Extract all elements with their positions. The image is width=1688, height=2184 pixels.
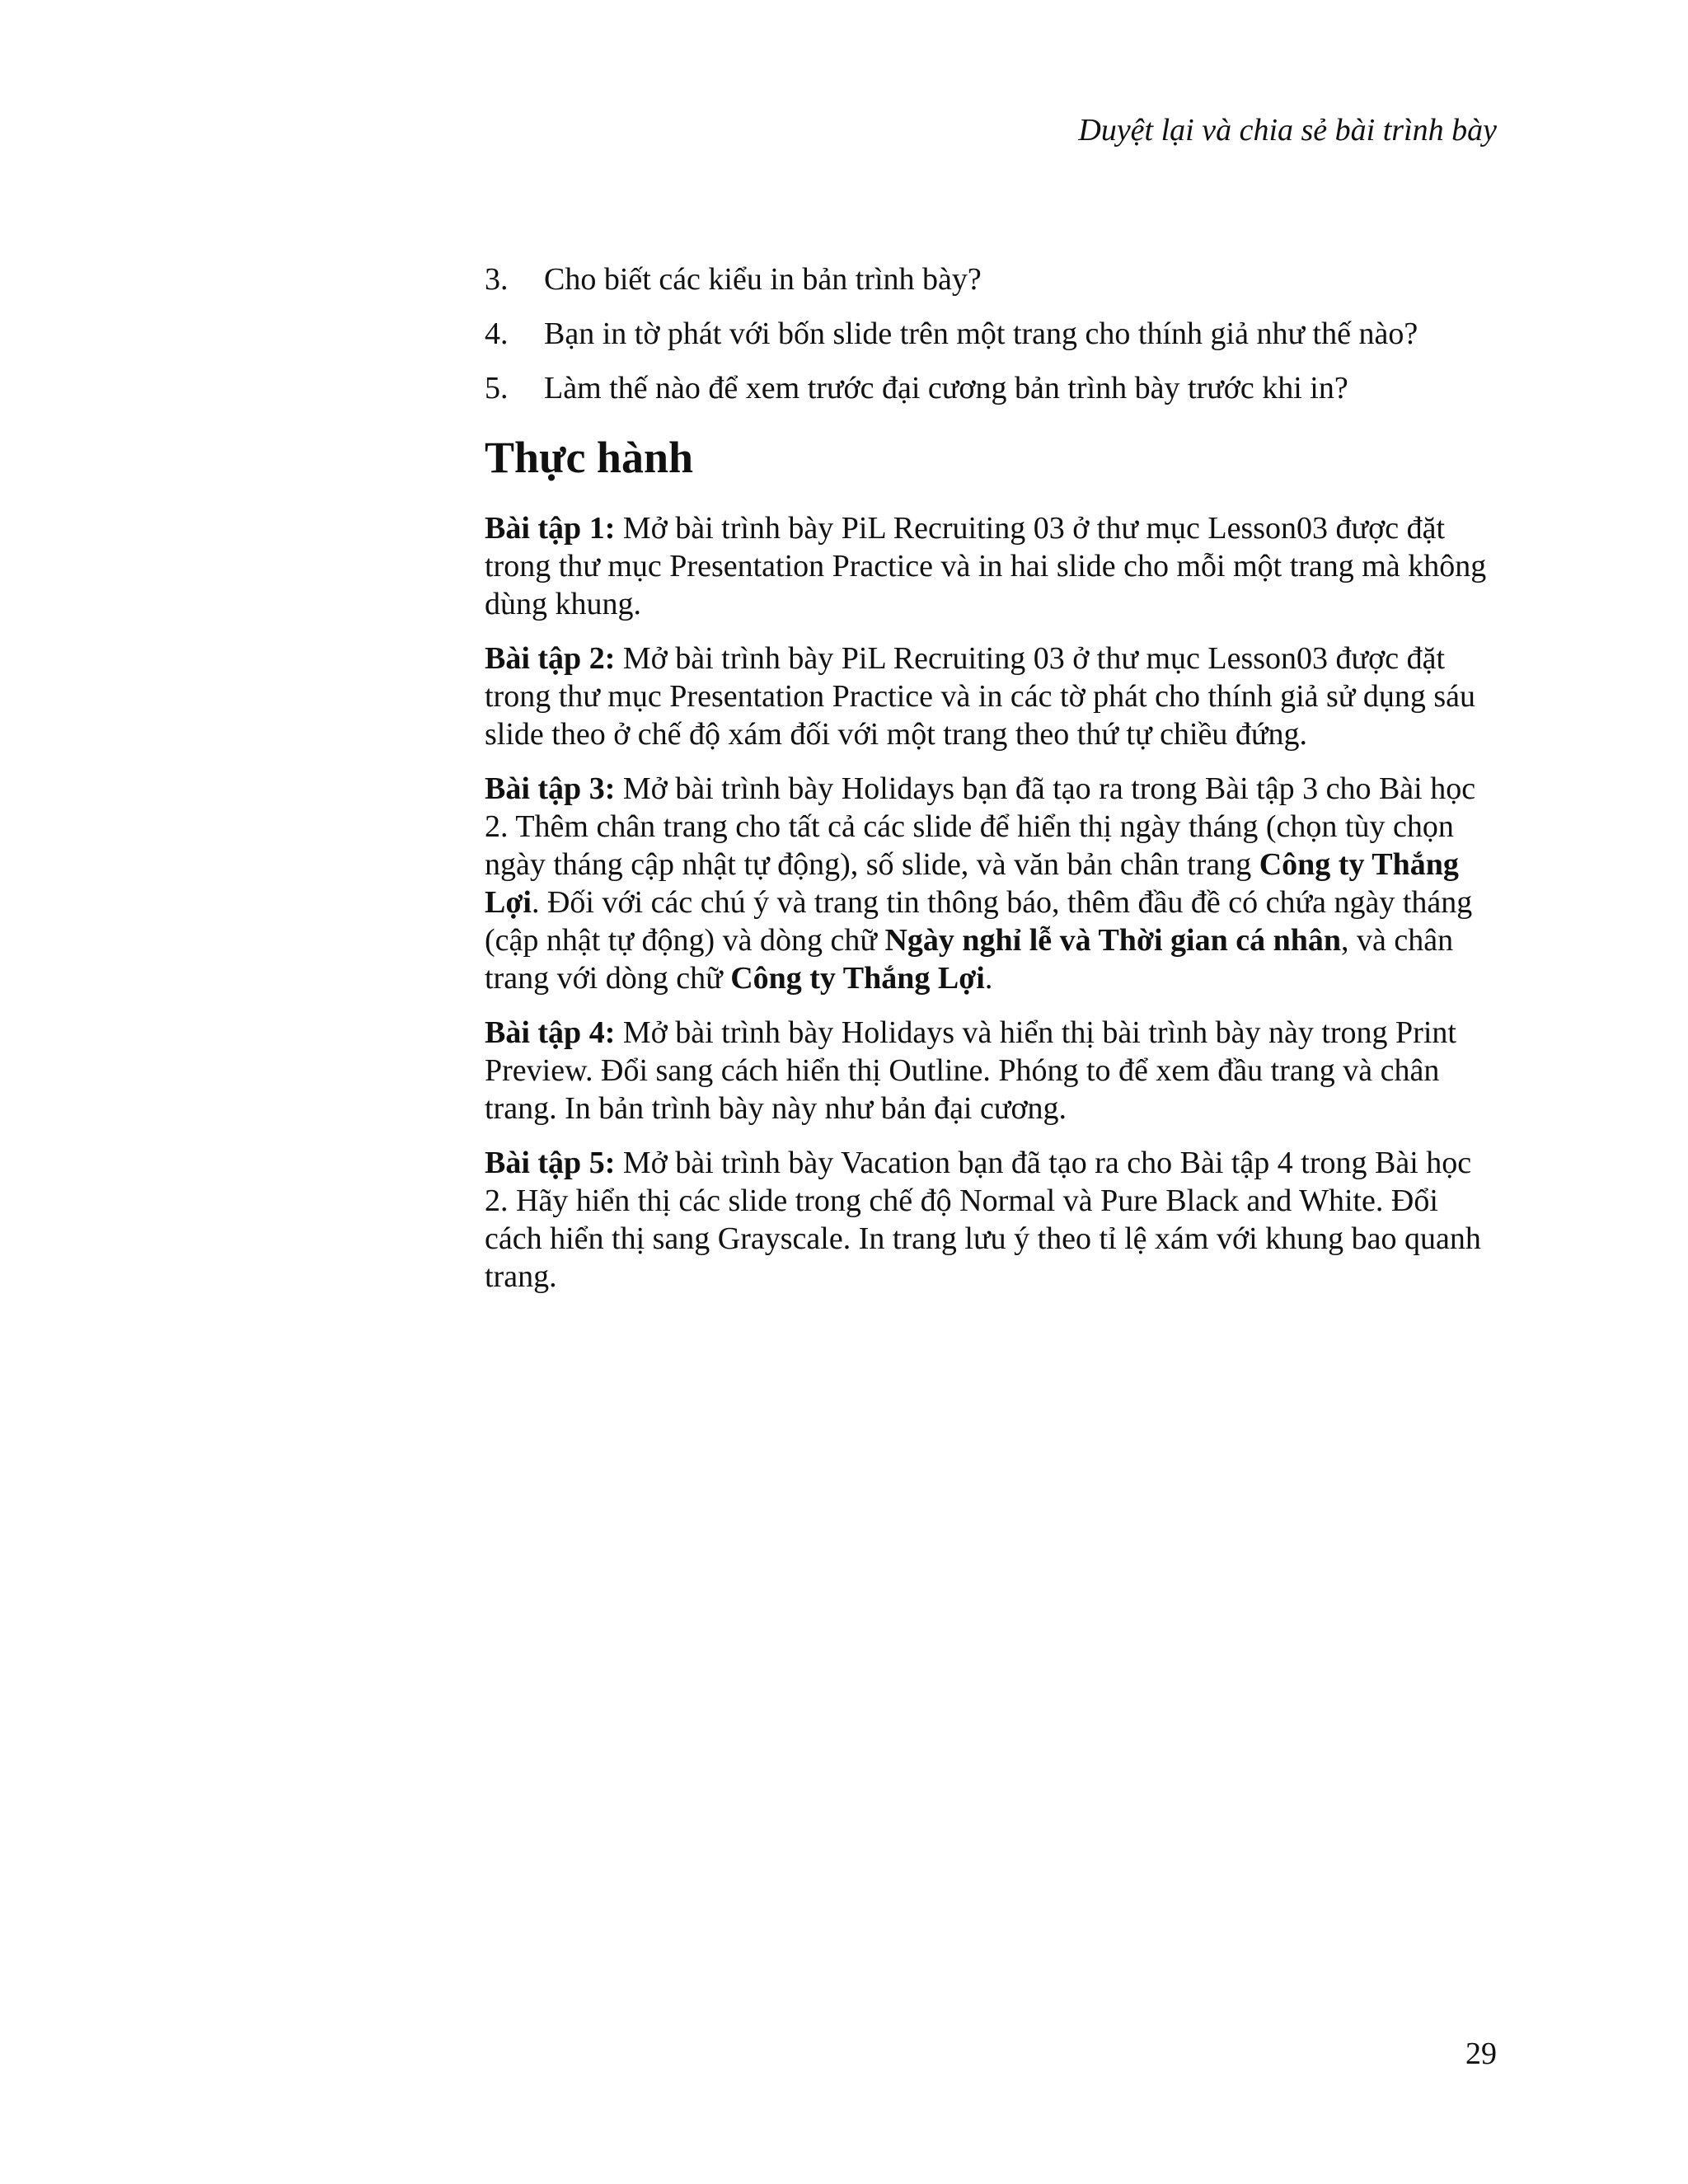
exercise-text: . Đối với các chú ý và trang tin thông báo, thêm đầu đề có chứa ngày tháng (cập nhật tự động) và dòng chữ <box>485 884 1473 958</box>
exercise-label: Bài tập 5: <box>485 1145 616 1180</box>
exercise-3 <box>485 770 1498 997</box>
exercise-2 <box>485 640 1498 753</box>
exercise-text: Mở bài trình bày PiL Recruiting 03 ở thư mục Lesson03 được đặt trong thư mục Presentation Practice và in hai slide cho mỗi một trang mà không dùng khung. <box>485 510 1487 621</box>
section-title: Thực hành <box>485 433 694 482</box>
running-header: Duyệt lại và chia sẻ bài trình bày <box>1078 113 1497 148</box>
exercise-text: . <box>984 960 993 996</box>
exercise-text: , và chân trang với dòng chữ <box>485 922 1454 996</box>
header-text-phrase: Ngày nghỉ lễ và Thời gian cá nhân <box>884 922 1341 958</box>
exercise-text: Mở bài trình bày Holidays và hiển thị bài trình bày này trong Print Preview. Đổi sang cách hiển thị Outline. Phóng to để xem đầu trang và chân trang. In bản trình bày này như bản đại cương. <box>485 1015 1456 1126</box>
exercise-label: Bài tập 3: <box>485 771 616 806</box>
exercise-text: Mở bài trình bày PiL Recruiting 03 ở thư mục Lesson03 được đặt trong thư mục Presentation Practice và in các tờ phát cho thính giả sử dụng sáu slide theo ở chế độ xám đối với một trang theo thứ tự chiều đứng. <box>485 640 1476 752</box>
question-text: Cho biết các kiểu in bản trình bày? <box>544 262 982 297</box>
question-item <box>485 368 1498 408</box>
exercise-4 <box>485 1014 1498 1127</box>
exercise-1 <box>485 509 1498 623</box>
question-item <box>485 314 1498 354</box>
question-item <box>485 260 1498 299</box>
company-name: Công ty Thắng Lợi <box>730 960 985 996</box>
question-text: Làm thế nào để xem trước đại cương bản trình bày trước khi in? <box>544 371 1348 405</box>
page-content <box>485 260 1498 1312</box>
exercise-label: Bài tập 1: <box>485 510 616 546</box>
exercise-text: Mở bài trình bày Holidays bạn đã tạo ra trong Bài tập 3 cho Bài học 2. Thêm chân trang cho tất cả các slide để hiển thị ngày tháng (chọn tùy chọn ngày tháng cập nhật tự động), số slide, và văn bản chân trang <box>485 771 1476 882</box>
exercise-text: Mở bài trình bày Vacation bạn đã tạo ra cho Bài tập 4 trong Bài học 2. Hãy hiển thị các slide trong chế độ Normal và Pure Black and White. Đổi cách hiển thị sang Grayscale. In trang lưu ý theo tỉ lệ xám với khung bao quanh trang. <box>485 1145 1481 1294</box>
company-name: Công ty Thắng Lợi <box>485 846 1459 920</box>
question-number: 3. <box>485 262 509 297</box>
question-text: Bạn in tờ phát với bốn slide trên một trang cho thính giả như thế nào? <box>544 316 1418 351</box>
review-questions <box>485 260 1498 408</box>
exercise-label: Bài tập 2: <box>485 640 616 676</box>
exercise-5 <box>485 1144 1498 1296</box>
exercise-label: Bài tập 4: <box>485 1015 616 1050</box>
page-number: 29 <box>1465 2036 1497 2071</box>
question-number: 4. <box>485 316 509 351</box>
question-number: 5. <box>485 371 509 405</box>
